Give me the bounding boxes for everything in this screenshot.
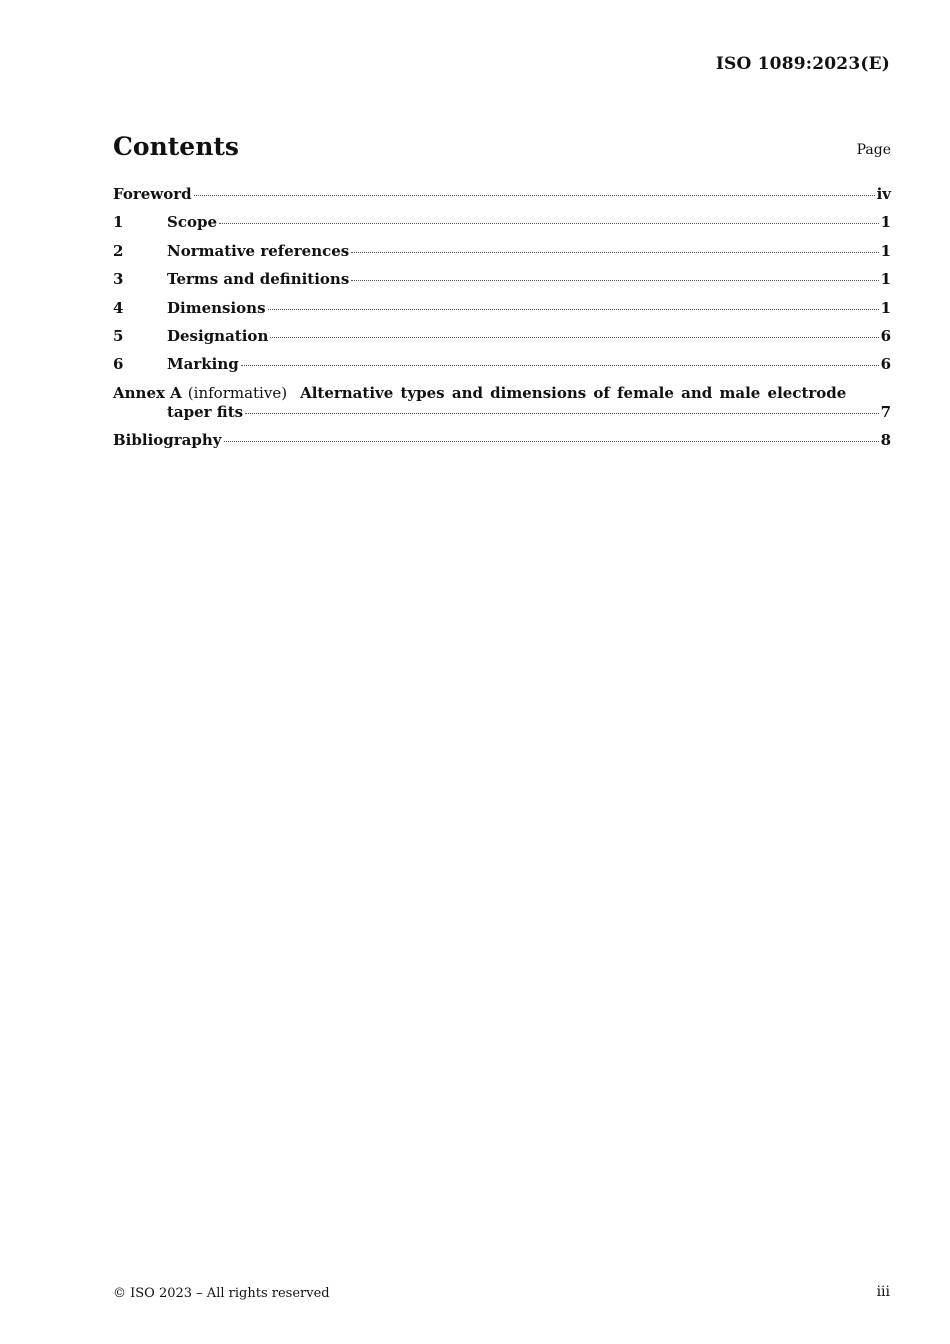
dot-leader [268,309,879,310]
toc-entry-title: Marking [167,355,239,374]
contents-title: Contents [113,132,240,161]
toc-entry-number: 4 [113,298,124,317]
toc-entry-annex-a[interactable] [113,384,891,431]
toc-entry-title: Bibliography [113,430,222,449]
toc-entry-page: 8 [880,430,891,449]
dot-leader [270,337,878,338]
toc-entry-normative-references[interactable] [113,242,891,270]
dot-leader [219,223,879,224]
toc-entry-number: 2 [113,241,124,260]
dot-leader [241,365,879,366]
toc-entry-title: Dimensions [167,298,266,317]
annex-title-continuation [113,403,891,431]
toc-entry-designation[interactable] [113,327,891,355]
page-column-label: Page [856,142,891,158]
toc-entry-title: Scope [167,213,218,232]
page-number: iii [876,1284,890,1300]
toc-entry-number: 5 [113,326,124,345]
dot-leader [245,413,878,414]
toc-entry-title: Terms and definitions [167,270,350,289]
annex-title-continued: taper fits [167,402,244,421]
toc-entry-page: iv [876,185,891,203]
toc-entry-page: 1 [880,213,891,232]
toc-entry-terms-and-definitions[interactable] [113,270,891,298]
document-id: ISO 1089:2023(E) [715,54,890,74]
contents-header [113,132,891,166]
toc-entry-scope[interactable] [113,213,891,241]
dot-leader [351,280,878,281]
annex-title: Alternative types and dimensions of female and male electrode [300,383,847,402]
annex-type: (informative) [187,383,288,402]
table-of-contents [113,185,891,459]
toc-entry-number: 6 [113,355,124,374]
toc-entry-page: 7 [880,402,891,421]
dot-leader [194,195,875,196]
toc-entry-page: 1 [880,241,891,260]
toc-entry-foreword[interactable] [113,185,891,213]
toc-entry-title: Designation [167,326,269,345]
annex-label: Annex A [113,383,182,402]
toc-entry-page: 6 [880,355,891,374]
toc-entry-page: 1 [880,270,891,289]
toc-entry-page: 1 [880,298,891,317]
toc-entry-number: 3 [113,270,124,289]
toc-entry-page: 6 [880,326,891,345]
toc-entry-marking[interactable] [113,355,891,383]
toc-entry-number: 1 [113,213,124,232]
toc-entry-title: Normative references [167,241,350,260]
toc-entry-title: Foreword [113,185,192,203]
dot-leader [224,441,879,442]
dot-leader [351,252,878,253]
toc-entry-dimensions[interactable] [113,299,891,327]
copyright-notice: © ISO 2023 – All rights reserved [113,1286,330,1301]
toc-entry-bibliography[interactable] [113,431,891,459]
annex-title-line [113,384,891,403]
